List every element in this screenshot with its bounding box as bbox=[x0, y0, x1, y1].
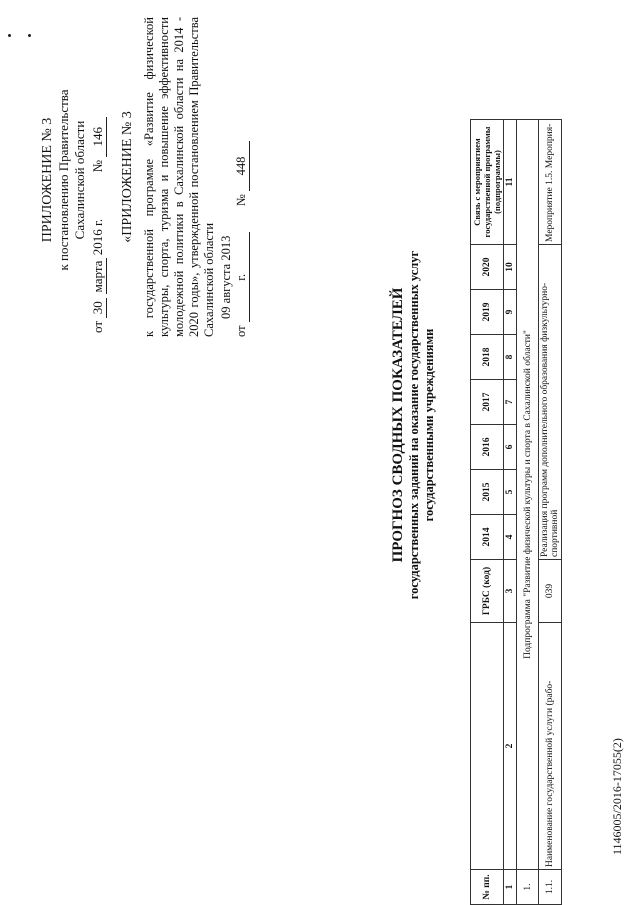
subprogram-num: 1. bbox=[517, 870, 539, 905]
index-cell: 10 bbox=[504, 245, 517, 290]
index-cell: 1 bbox=[504, 870, 517, 905]
header-link: Связь с мероприятием государственной программы (подпрограммы) bbox=[471, 120, 504, 245]
header-num: № пп. bbox=[471, 870, 504, 905]
previous-appendix-title: «ПРИЛОЖЕНИЕ № 3 bbox=[120, 111, 135, 243]
title-main: ПРОГНОЗ СВОДНЫХ ПОКАЗАТЕЛЕЙ bbox=[390, 287, 406, 563]
title-sub-1: государственных заданий на оказание государственных услуг bbox=[407, 250, 421, 600]
previous-number: 448 bbox=[234, 141, 250, 191]
index-cell: 2 bbox=[504, 623, 517, 870]
appendix-day: 30 bbox=[90, 298, 107, 318]
item-grbs: 039 bbox=[539, 560, 562, 623]
header-year: 2016 bbox=[471, 425, 504, 470]
previous-from-label: от bbox=[234, 325, 248, 337]
index-cell: 3 bbox=[504, 560, 517, 623]
subprogram-text: Подпрограмма "Развитие физической культуры и спорта в Сахалинской области" bbox=[517, 120, 539, 870]
document-code: 1146005/2016-17055(2) bbox=[610, 738, 624, 855]
from-label: от bbox=[90, 320, 105, 333]
item-service-text: Реализация программ дополнительного образования физкультурно-спортивной bbox=[539, 245, 562, 560]
subprogram-row bbox=[517, 120, 539, 905]
appendix-year: 2016 bbox=[90, 229, 105, 256]
previous-date: 09 августа 2013 г. bbox=[219, 232, 250, 322]
previous-appendix bbox=[120, 17, 250, 337]
index-cell: 7 bbox=[504, 380, 517, 425]
appendix-line-1: к постановлению Правительства bbox=[56, 89, 71, 271]
index-cell: 9 bbox=[504, 290, 517, 335]
header-year: 2014 bbox=[471, 515, 504, 560]
appendix-line-2: Сахалинской области bbox=[72, 120, 87, 240]
item-row bbox=[539, 120, 562, 905]
item-num: 1.1. bbox=[539, 870, 562, 905]
appendix-header bbox=[40, 25, 107, 425]
item-link: Мероприятие 1.5. Мероприя- bbox=[539, 120, 562, 245]
previous-number-label: № bbox=[234, 194, 248, 207]
header-year: 2015 bbox=[471, 470, 504, 515]
previous-appendix-date-row bbox=[219, 17, 250, 337]
appendix-title: ПРИЛОЖЕНИЕ № 3 bbox=[40, 117, 55, 243]
index-row bbox=[504, 120, 517, 905]
number-label: № bbox=[90, 159, 105, 173]
header-year: 2017 bbox=[471, 380, 504, 425]
document-title bbox=[390, 5, 437, 845]
appendix-month: марта bbox=[90, 258, 107, 294]
index-cell: 5 bbox=[504, 470, 517, 515]
scan-mark bbox=[8, 34, 11, 37]
header-year: 2018 bbox=[471, 335, 504, 380]
appendix-number: 146 bbox=[90, 117, 107, 157]
indicators-table bbox=[470, 119, 562, 905]
header-year: 2019 bbox=[471, 290, 504, 335]
header-name bbox=[471, 623, 504, 870]
index-cell: 11 bbox=[504, 120, 517, 245]
index-cell: 4 bbox=[504, 515, 517, 560]
previous-appendix-body: к государственной программе «Развитие физической культуры, спорта, туризма и повышение эффективности молодежной политики в Сахалинской области на 2014 - 2020 годы», утвержденной постановлением Правительства Сахалинской области bbox=[142, 17, 216, 337]
index-cell: 6 bbox=[504, 425, 517, 470]
scan-mark bbox=[28, 34, 31, 37]
header-grbs: ГРБС (код) bbox=[471, 560, 504, 623]
appendix-year-suffix: г. bbox=[90, 218, 105, 226]
table-header-row bbox=[471, 120, 504, 905]
title-sub-2: государственными учреждениями bbox=[422, 328, 436, 522]
item-name: Наименование государственной услуги (рабо- bbox=[539, 623, 562, 870]
header-year: 2020 bbox=[471, 245, 504, 290]
index-cell: 8 bbox=[504, 335, 517, 380]
appendix-date-row bbox=[90, 25, 107, 333]
